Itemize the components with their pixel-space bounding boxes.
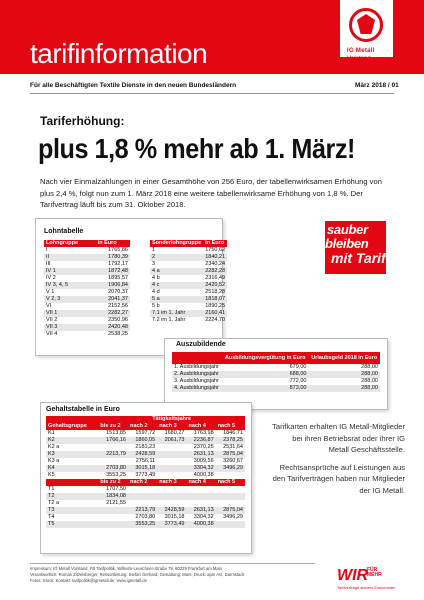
table-cell: 3. Ausbildungsjahr <box>174 378 219 384</box>
table-cell: 3496,29 <box>223 514 243 520</box>
table-cell: 1872,48 <box>96 268 130 275</box>
table-cell: 1780,39 <box>96 254 130 261</box>
table-row <box>46 514 245 521</box>
table-cell: 4000,38 <box>186 521 215 528</box>
col-header: nach 3 <box>157 423 186 430</box>
footer-divider <box>30 563 315 564</box>
table-cell <box>157 465 186 472</box>
table-cell: 2703,80 <box>135 514 156 520</box>
table-cell <box>157 458 186 465</box>
table-row <box>44 254 130 261</box>
table-cell: 2 <box>150 254 203 261</box>
table-cell: 2531,64 <box>223 444 243 450</box>
table-row <box>46 451 245 458</box>
table-cell <box>216 521 245 528</box>
table-cell: 3260,67 <box>223 458 243 464</box>
table-cell: 1895,57 <box>108 275 128 281</box>
table-cell: T3 <box>46 507 98 514</box>
table-cell <box>216 500 245 507</box>
table-cell: 2538,25 <box>108 331 128 337</box>
table-cell: 1 <box>152 247 156 253</box>
wir-logo-small <box>367 568 382 578</box>
table-cell: VII 1 <box>44 310 96 317</box>
table-row <box>150 303 227 310</box>
table-cell: 1763,98 <box>193 430 214 436</box>
table-cell: 2703,80 <box>98 465 128 472</box>
table-cell: 1906,84 <box>96 282 130 289</box>
table-row <box>44 331 130 338</box>
table-row <box>150 282 227 289</box>
table-row <box>46 472 245 479</box>
table-row <box>46 486 245 493</box>
lohntabelle <box>44 240 130 338</box>
blank-header <box>46 416 98 423</box>
table-cell: 288,00 <box>361 364 378 370</box>
table-row <box>172 371 380 378</box>
table-cell: V 2, 3 <box>44 296 96 303</box>
table-cell: 2224,70 <box>205 317 226 323</box>
table-row <box>44 296 130 303</box>
table-cell: 3773,49 <box>135 472 156 478</box>
table-cell: IV 3, 4, 5 <box>44 282 96 289</box>
table-cell: 2875,04 <box>216 507 245 514</box>
col-header: bis zu 2 <box>98 479 128 486</box>
col-header: Sonderlohngruppe <box>152 240 202 246</box>
table-cell <box>157 486 186 493</box>
table-cell: 1. Ausbildungsjahr <box>174 364 219 370</box>
table-cell: 2631,13 <box>186 451 215 458</box>
table-row <box>150 296 227 303</box>
table-cell: 2370,25 <box>193 444 214 450</box>
table-cell: 3553,25 <box>106 472 126 478</box>
table-cell: 2875,04 <box>216 451 245 458</box>
table-cell <box>98 458 128 465</box>
table-cell: T4 <box>48 514 55 520</box>
table-row <box>46 521 245 528</box>
subtitle: Für alle Beschäftigten Textile Dienste in den neuen Bundesländern <box>30 82 237 89</box>
page-title <box>30 38 207 70</box>
table-cell: 688,00 <box>222 371 308 378</box>
table-cell: II <box>44 254 96 261</box>
table-cell: 7.2 im 1. Jahr <box>152 317 186 323</box>
table-cell: 2631,13 <box>186 507 215 514</box>
table-cell: T2 <box>46 493 98 500</box>
table-row <box>44 317 130 324</box>
table-cell: IV 1 <box>44 268 96 275</box>
table-cell: 2756,11 <box>135 458 156 464</box>
table-cell: 1766,16 <box>98 437 128 444</box>
table-cell: 1860,05 <box>128 437 157 444</box>
table-cell: 3304,32 <box>193 514 214 520</box>
table-cell: 4 d <box>152 289 160 295</box>
table-cell: 288,00 <box>308 385 380 392</box>
table-cell: 4 a <box>150 268 203 275</box>
table-cell: T5 <box>46 521 98 528</box>
table-cell: 1890,25 <box>205 303 226 309</box>
table-cell <box>128 493 157 500</box>
table-cell: 4 c <box>150 282 203 289</box>
table-cell: 1707,50 <box>106 486 126 492</box>
table-cell: 288,00 <box>308 371 380 378</box>
col-header: Gehaltsgruppe <box>46 423 98 430</box>
table-cell: 288,00 <box>361 378 378 384</box>
table-cell <box>128 500 157 507</box>
table-row <box>46 430 245 437</box>
table-cell: 2428,59 <box>128 451 157 458</box>
table-cell: T1 <box>48 486 55 492</box>
table-cell: 2420,48 <box>96 324 130 331</box>
table-cell <box>186 500 215 507</box>
table-cell: 2282,28 <box>205 268 226 274</box>
logo-text: IG Metall <box>347 48 375 54</box>
divider <box>30 93 394 94</box>
table-cell: 2350,96 <box>108 317 128 323</box>
col-header: Lohngruppe <box>44 240 96 247</box>
col-header: in Euro <box>203 240 227 247</box>
table-cell <box>216 493 245 500</box>
issue-date: März 2018 / 01 <box>355 82 399 89</box>
table-cell: 1846,71 <box>223 430 243 436</box>
table-cell: V 1 <box>46 289 55 295</box>
table-row <box>150 289 227 296</box>
table-cell <box>157 493 186 500</box>
imprint-line: Fotos: Stock; Kontakt: tarifpolitik@igmetall.de; www.igmetall.de <box>30 578 147 583</box>
table-cell <box>128 486 157 493</box>
col-header: Urlaubsgeld 2018 in Euro <box>308 352 380 364</box>
table-cell: IV 2 <box>46 275 56 281</box>
note-paragraph: Rechtsansprüche auf Leistungen aus den Tarifverträgen haben nur Mitglieder der IG Metall. <box>272 462 405 495</box>
table-cell: VI <box>46 303 52 309</box>
table-cell: VII 2 <box>46 317 58 323</box>
table-cell <box>186 493 215 500</box>
wir-small: MEHR <box>367 572 382 578</box>
table-cell: 2282,27 <box>96 310 130 317</box>
table-cell: K4 <box>46 465 98 472</box>
side-note <box>270 421 405 496</box>
imprint <box>30 566 320 584</box>
table-cell: 3553,25 <box>128 521 157 528</box>
table-row <box>46 444 245 451</box>
table-row <box>150 310 227 317</box>
title-light: tarif <box>30 38 75 69</box>
table-row <box>172 385 380 392</box>
table-cell: 2428,59 <box>157 507 186 514</box>
col-header: nach 3 <box>157 479 186 486</box>
table-cell: 2061,73 <box>157 437 186 444</box>
imprint-line: Verantwortlich: Roman Zitzelsberger, Ressortleitung: Stefan Gerhard, Gestaltung: Mars, Druck: apm AG, Darmstadt <box>30 572 244 577</box>
table-row <box>44 247 130 254</box>
table-cell: 3496,29 <box>216 465 245 472</box>
table-cell: VII 4 <box>46 331 58 337</box>
table-cell: 873,00 <box>222 385 308 392</box>
table-row <box>150 317 227 324</box>
table-cell: T2 a <box>48 500 60 506</box>
table-cell: 1513,85 <box>106 430 126 436</box>
table-cell: 3773,49 <box>157 521 186 528</box>
table-row <box>150 247 227 254</box>
headline: plus 1,8 % mehr ab 1. März! <box>38 133 355 164</box>
title-rest: information <box>74 38 208 69</box>
col-header <box>46 479 98 486</box>
table-cell <box>98 444 128 451</box>
table-cell: 2181,23 <box>135 444 156 450</box>
table-row <box>44 282 130 289</box>
table-cell: 3015,18 <box>164 514 185 520</box>
group-header: Tätigkeitsjahre <box>98 416 245 423</box>
badge-line: bleiben <box>325 236 369 251</box>
table-cell: 2213,79 <box>98 451 128 458</box>
table-cell: 2. Ausbildungsjahr <box>172 371 222 378</box>
table-cell: 1765,86 <box>108 247 128 253</box>
table-cell: VII 3 <box>44 324 96 331</box>
table-cell: 1818,07 <box>205 296 226 302</box>
table-cell: 772,00 <box>289 378 307 384</box>
table-cell: 2070,37 <box>108 289 128 295</box>
col-header: nach 2 <box>128 479 157 486</box>
table-cell: 5 a <box>150 296 203 303</box>
badge-line: sauber <box>327 222 368 237</box>
table-cell: 2420,52 <box>205 282 226 288</box>
table-cell: 4000,38 <box>193 472 214 478</box>
table-cell: 2160,41 <box>205 310 226 316</box>
table-cell: 1792,17 <box>108 261 128 267</box>
table-cell <box>216 472 245 479</box>
table-cell: 3304,32 <box>186 465 215 472</box>
table-cell: I <box>46 247 48 253</box>
table-row <box>172 378 380 385</box>
wir-logo: WIR <box>337 567 369 584</box>
table-cell <box>186 486 215 493</box>
table-cell <box>98 507 128 514</box>
col-header: nach 4 <box>186 423 215 430</box>
table-cell: 1840,21 <box>205 254 226 260</box>
table-cell: 2152,56 <box>108 303 128 309</box>
lohntabelle-caption: Lohntabelle <box>44 228 84 235</box>
table-row <box>46 465 245 472</box>
table-row <box>44 303 130 310</box>
table-cell: III <box>46 261 51 267</box>
table-cell: 679,00 <box>289 364 307 370</box>
col-header <box>172 352 222 364</box>
table-cell: 3 <box>152 261 156 267</box>
table-row <box>44 324 130 331</box>
table-cell: 2518,28 <box>205 289 226 295</box>
table-cell: K2 <box>46 437 98 444</box>
table-row <box>44 289 130 296</box>
col-header: nach 5 <box>216 423 245 430</box>
table-cell: 1750,62 <box>205 247 226 253</box>
table-cell: K2 a <box>48 444 60 450</box>
gehalt-table <box>46 416 245 528</box>
table-row <box>46 507 245 514</box>
col-header: nach 2 <box>128 423 157 430</box>
table-cell: K3 a <box>48 458 60 464</box>
table-cell: 2121,55 <box>106 500 126 506</box>
table-row <box>172 364 380 371</box>
col-header: bis zu 2 <box>98 423 128 430</box>
table-cell: 3009,56 <box>193 458 214 464</box>
table-cell: 2316,49 <box>205 275 226 281</box>
table-cell: 4 b <box>152 275 160 281</box>
table-row <box>46 500 245 507</box>
table-row <box>44 275 130 282</box>
logo-sub: Vorstand <box>347 56 371 62</box>
table-cell <box>98 521 128 528</box>
badge-line: mit Tarif. <box>331 250 390 266</box>
table-cell: 2213,79 <box>128 507 157 514</box>
kicker: Tariferhöhung: <box>40 114 125 128</box>
table-cell: 1597,72 <box>135 430 156 436</box>
table-cell: 2378,25 <box>216 437 245 444</box>
table-row <box>46 493 245 500</box>
table-row <box>150 268 227 275</box>
sonderlohn-table <box>150 240 227 324</box>
table-cell: 2236,87 <box>186 437 215 444</box>
col-header: nach 4 <box>186 479 215 486</box>
table-cell <box>157 500 186 507</box>
table-cell: K3 <box>46 451 98 458</box>
wir-tagline: Tarifverträge sichern Einkommen <box>337 585 396 590</box>
table-row <box>150 261 227 268</box>
table-cell: 1834,08 <box>98 493 128 500</box>
table-row <box>150 275 227 282</box>
table-cell <box>157 444 186 451</box>
gehalt-caption: Gehaltstabelle in Euro <box>46 406 120 413</box>
table-row <box>44 261 130 268</box>
table-cell <box>98 514 128 521</box>
table-cell: 7.1 im 1. Jahr <box>150 310 203 317</box>
table-cell: K1 <box>48 430 55 436</box>
table-cell <box>216 486 245 493</box>
table-cell: 2340,24 <box>205 261 226 267</box>
wir-small: FÜR <box>367 567 378 573</box>
table-cell: K5 <box>48 472 55 478</box>
col-header: nach 5 <box>216 479 245 486</box>
note-paragraph: Tarifkarten erhalten IG Metall-Mitglieder bei ihren Betriebsrat oder ihrer IG Metall Geschäftsstelle. <box>272 422 405 454</box>
col-header: in Euro <box>96 240 130 247</box>
azubi-table <box>172 352 380 392</box>
table-row <box>44 310 130 317</box>
table-row <box>46 458 245 465</box>
table-cell: 2041,37 <box>96 296 130 303</box>
table-cell: 3015,18 <box>128 465 157 472</box>
table-row <box>44 268 130 275</box>
col-header: Ausbildungsvergütung in Euro <box>222 352 308 364</box>
table-cell <box>157 472 186 479</box>
table-cell: 4. Ausbildungsjahr <box>172 385 222 392</box>
azubi-caption: Auszubildende <box>176 341 226 348</box>
table-cell <box>157 451 186 458</box>
table-cell: 1680,27 <box>164 430 185 436</box>
table-cell: 5 b <box>152 303 160 309</box>
intro-text: Nach vier Einmalzahlungen in einer Gesamthöhe von 256 Euro, der tabellenwirksamen Erhöhung von plus 2,4 %, folgt nun zum 1. März 2018 eine weitere tabellenwirksame Erhöhung von 1,8 %. Der Tarifvertrag läuft bis zum 31. Oktober 2018. <box>40 177 382 209</box>
imprint-line: Impressum: IG Metall Vorstand, FB Tarifpolitik, Wilhelm-Leuschner-Straße 79, 60329 Frankfurt am Main <box>30 566 222 571</box>
table-row <box>150 254 227 261</box>
table-row <box>46 437 245 444</box>
